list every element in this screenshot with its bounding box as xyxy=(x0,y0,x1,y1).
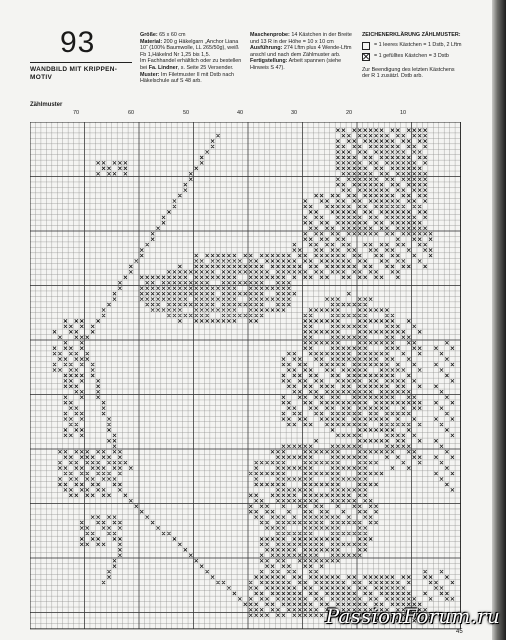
watermark-logo: PassionForum.ru xyxy=(325,604,500,628)
finish-line xyxy=(250,58,354,71)
shop-tail: , s. Seite 25 Versender. xyxy=(177,64,234,71)
legend-empty-text: = 1 leeres Kästchen = 1 Dstb, 2 Lftm xyxy=(374,41,462,48)
legend-heading: ZEICHENERKLÄRUNG ZÄHLMUSTER: xyxy=(362,32,461,38)
pattern-label: Muster: xyxy=(140,71,160,78)
work-label: Ausführung: xyxy=(250,45,283,52)
filet-crochet-chart-grid xyxy=(30,122,462,634)
size-value: 65 x 60 cm xyxy=(159,32,186,38)
finish-label: Fertigstellung: xyxy=(250,58,288,65)
chart-grid-lines xyxy=(30,122,461,629)
page-number: 45 xyxy=(456,629,463,635)
gauge-value: 14 Kästchen in der Breite und 13 R in der Höhe = 10 x 10 cm xyxy=(250,32,352,45)
column-number-text: 30 xyxy=(291,110,298,116)
gauge-label: Maschenprobe: xyxy=(250,32,290,38)
legend-empty-row xyxy=(362,42,462,50)
title-rule xyxy=(30,62,132,63)
column-number-text: 60 xyxy=(128,110,135,116)
material-line xyxy=(140,39,244,59)
gauge-line xyxy=(250,32,354,45)
size-label: Größe: xyxy=(140,32,158,38)
pattern-value: Im Filetmuster II mit Dstb nach Häkelschule auf S 48 arb. xyxy=(140,71,235,85)
pattern-title: WANDBILD MIT KRIPPEN-MOTIV xyxy=(30,66,118,81)
material-value: 200 g Häkelgarn „Anchor Liana 10“ (100% Baumwolle, LL 265/50g), weiß Fb 1,Häkelnd Nr 1,25 bis 1,5. xyxy=(140,38,239,58)
materials-column xyxy=(140,32,244,85)
legend-filled-text: = 1 gefülltes Kästchen = 3 Dstb xyxy=(374,52,449,59)
shop-line xyxy=(140,58,244,71)
column-number-text: 70 xyxy=(73,110,80,116)
legend-closing-note: Zur Beendigung des letzten Kästchens der R 1 zusätzl. Dstb arb. xyxy=(362,66,455,80)
column-number-text: 40 xyxy=(237,110,244,116)
column-number-text: 10 xyxy=(400,110,407,116)
work-value: 274 Lftm plus 4 Wende-Lftm anschl und nach dem Zählmuster arb. xyxy=(250,45,352,58)
material-label: Material: xyxy=(140,38,163,45)
chart-label: Zählmuster xyxy=(30,102,63,108)
crossed-square-icon xyxy=(362,53,370,61)
pattern-line xyxy=(140,72,244,85)
legend-column xyxy=(362,32,462,80)
page-binding-shadow xyxy=(492,0,506,640)
legend-filled-row xyxy=(362,53,462,61)
column-number-text: 50 xyxy=(183,110,190,116)
pattern-number: 93 xyxy=(60,26,96,59)
size-line xyxy=(140,32,244,39)
column-number-text: 20 xyxy=(346,110,353,116)
shop-name: Fa. Lindner xyxy=(148,64,178,71)
finish-value: Arbeit spannen (siehe Hinweis S 47). xyxy=(250,58,342,71)
work-line xyxy=(250,45,354,58)
instructions-column xyxy=(250,32,354,72)
empty-square-icon xyxy=(362,42,370,50)
shop-note: Im Fachhandel erhältlich oder zu bestellen bei xyxy=(140,58,242,71)
